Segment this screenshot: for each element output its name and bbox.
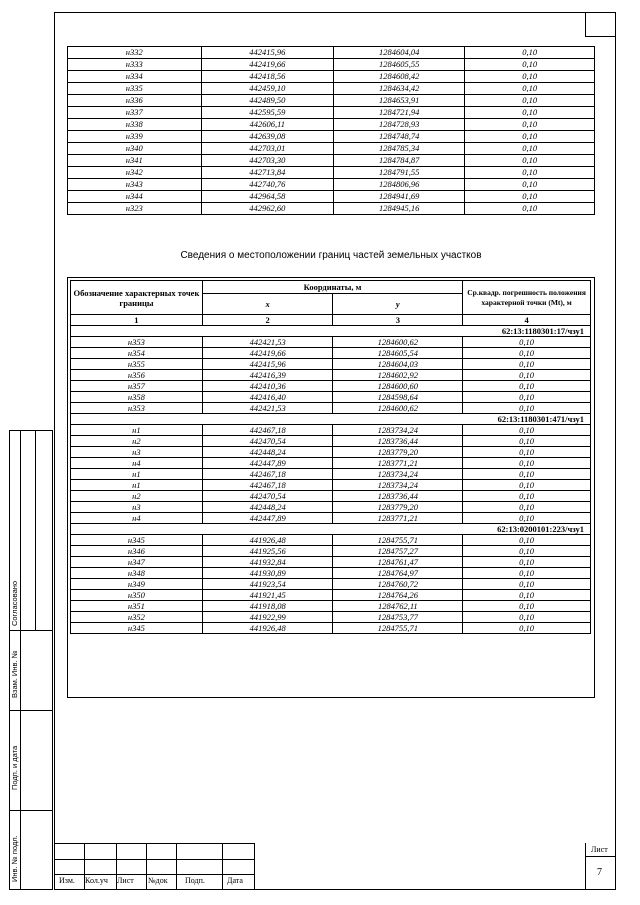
x-coord: 442740,76 (201, 179, 334, 191)
error-value: 0,10 (463, 513, 591, 524)
x-coord: 442410,36 (202, 381, 333, 392)
x-coord: 442415,96 (202, 359, 333, 370)
table-row (68, 107, 595, 119)
table-row (68, 131, 595, 143)
table-row (71, 568, 591, 579)
x-coord: 442421,53 (202, 403, 333, 414)
table-row (71, 612, 591, 623)
error-value: 0,10 (463, 480, 591, 491)
point-name: н4 (71, 458, 203, 469)
table-row (71, 601, 591, 612)
error-value: 0,10 (465, 83, 595, 95)
point-name: н340 (68, 143, 202, 155)
header-designation: Обозначение характерных точек границы (71, 281, 203, 315)
y-coord: 1283734,24 (333, 480, 463, 491)
x-coord: 441926,48 (202, 623, 333, 634)
parts-coordinates-table (70, 280, 591, 634)
table-row (71, 491, 591, 502)
column-number: 1 (71, 315, 203, 326)
y-coord: 1284728,93 (334, 119, 465, 131)
y-coord: 1284764,97 (333, 568, 463, 579)
y-coord: 1284634,42 (334, 83, 465, 95)
point-name: н353 (71, 337, 203, 348)
top-coordinates-table (67, 46, 595, 215)
x-coord: 441930,89 (202, 568, 333, 579)
section-heading: Сведения о местоположении границ частей земельных участков (180, 250, 482, 261)
table-row (71, 623, 591, 634)
error-value: 0,10 (463, 491, 591, 502)
error-value: 0,10 (463, 392, 591, 403)
y-coord: 1284762,11 (333, 601, 463, 612)
error-value: 0,10 (465, 155, 595, 167)
table-row (71, 403, 591, 414)
x-coord: 442418,56 (201, 71, 334, 83)
table-row (68, 59, 595, 71)
point-name: н334 (68, 71, 202, 83)
x-coord: 442467,18 (202, 480, 333, 491)
corner-box (585, 12, 616, 37)
x-coord: 442470,54 (202, 436, 333, 447)
error-value: 0,10 (465, 119, 595, 131)
x-coord: 442467,18 (202, 469, 333, 480)
point-name: н348 (71, 568, 203, 579)
point-name: н335 (68, 83, 202, 95)
tb-n-dok: №док (148, 876, 168, 885)
x-coord: 442703,01 (201, 143, 334, 155)
table-row (68, 83, 595, 95)
error-value: 0,10 (463, 359, 591, 370)
x-coord: 442421,53 (202, 337, 333, 348)
error-value: 0,10 (463, 370, 591, 381)
section-row (71, 326, 591, 337)
table-row (71, 370, 591, 381)
error-value: 0,10 (463, 348, 591, 359)
table-row (71, 469, 591, 480)
point-name: н3 (71, 502, 203, 513)
y-coord: 1284608,42 (334, 71, 465, 83)
y-coord: 1284600,62 (333, 403, 463, 414)
error-value: 0,10 (465, 47, 595, 59)
table-row (71, 557, 591, 568)
point-name: н349 (71, 579, 203, 590)
x-coord: 442595,59 (201, 107, 334, 119)
y-coord: 1284748,74 (334, 131, 465, 143)
error-value: 0,10 (463, 425, 591, 436)
table-row (71, 579, 591, 590)
point-name: н358 (71, 392, 203, 403)
header-coords: Координаты, м (202, 281, 462, 294)
header-error: Ср.квадр. погрешность положения характерной точки (Mt), м (463, 281, 591, 315)
x-coord: 442459,10 (201, 83, 334, 95)
y-coord: 1283734,24 (333, 425, 463, 436)
point-name: н2 (71, 491, 203, 502)
point-name: н357 (71, 381, 203, 392)
column-number: 3 (333, 315, 463, 326)
table-row (71, 359, 591, 370)
table-row (71, 513, 591, 524)
section-label: 62:13:0200101:223/чзу1 (71, 524, 591, 535)
table-row (68, 155, 595, 167)
point-name: н323 (68, 203, 202, 215)
error-value: 0,10 (463, 469, 591, 480)
x-coord: 442470,54 (202, 491, 333, 502)
x-coord: 441925,56 (202, 546, 333, 557)
error-value: 0,10 (463, 568, 591, 579)
section-row (71, 524, 591, 535)
table-row (68, 191, 595, 203)
table-row (68, 47, 595, 59)
error-value: 0,10 (463, 436, 591, 447)
table-row (71, 480, 591, 491)
section-row (71, 414, 591, 425)
table-row (71, 447, 591, 458)
tb-data: Дата (227, 876, 243, 885)
point-name: н354 (71, 348, 203, 359)
tb-kol-uch: Кол.уч (85, 876, 108, 885)
y-coord: 1284600,62 (333, 337, 463, 348)
table-row (68, 71, 595, 83)
tb-list: Лист (117, 876, 134, 885)
x-coord: 442447,89 (202, 513, 333, 524)
x-coord: 442964,58 (201, 191, 334, 203)
error-value: 0,10 (463, 447, 591, 458)
error-value: 0,10 (465, 191, 595, 203)
error-value: 0,10 (465, 59, 595, 71)
table-row (71, 381, 591, 392)
error-value: 0,10 (463, 590, 591, 601)
error-value: 0,10 (465, 167, 595, 179)
x-coord: 441918,08 (202, 601, 333, 612)
tb-izm: Изм. (59, 876, 75, 885)
x-coord: 442962,60 (201, 203, 334, 215)
error-value: 0,10 (465, 95, 595, 107)
column-number: 4 (463, 315, 591, 326)
point-name: н339 (68, 131, 202, 143)
table-row (71, 502, 591, 513)
x-coord: 441932,84 (202, 557, 333, 568)
point-name: н351 (71, 601, 203, 612)
title-block (54, 843, 616, 890)
point-name: н1 (71, 480, 203, 491)
point-name: н347 (71, 557, 203, 568)
point-name: н2 (71, 436, 203, 447)
error-value: 0,10 (463, 502, 591, 513)
table-row (71, 436, 591, 447)
x-coord: 442416,40 (202, 392, 333, 403)
y-coord: 1284598,64 (333, 392, 463, 403)
point-name: н341 (68, 155, 202, 167)
error-value: 0,10 (465, 71, 595, 83)
point-name: н1 (71, 425, 203, 436)
error-value: 0,10 (463, 403, 591, 414)
point-name: н343 (68, 179, 202, 191)
y-coord: 1284721,94 (334, 107, 465, 119)
column-number: 2 (202, 315, 333, 326)
y-coord: 1284753,77 (333, 612, 463, 623)
table-row (68, 167, 595, 179)
y-coord: 1284791,55 (334, 167, 465, 179)
x-coord: 442703,30 (201, 155, 334, 167)
y-coord: 1283771,21 (333, 513, 463, 524)
point-name: н356 (71, 370, 203, 381)
error-value: 0,10 (465, 107, 595, 119)
point-name: н338 (68, 119, 202, 131)
error-value: 0,10 (463, 557, 591, 568)
header-x: x (202, 294, 333, 315)
y-coord: 1284602,92 (333, 370, 463, 381)
table-row (71, 590, 591, 601)
y-coord: 1284653,91 (334, 95, 465, 107)
table-row (68, 179, 595, 191)
point-name: н344 (68, 191, 202, 203)
y-coord: 1284757,27 (333, 546, 463, 557)
parts-table-frame (67, 277, 595, 698)
error-value: 0,10 (465, 203, 595, 215)
table-row (71, 425, 591, 436)
header-y: y (333, 294, 463, 315)
point-name: н350 (71, 590, 203, 601)
table-row (68, 95, 595, 107)
error-value: 0,10 (465, 143, 595, 155)
error-value: 0,10 (463, 337, 591, 348)
y-coord: 1283779,20 (333, 502, 463, 513)
stamp-inv-vzam: Взам. Инв. № (10, 650, 19, 698)
x-coord: 442419,66 (201, 59, 334, 71)
y-coord: 1283736,44 (333, 491, 463, 502)
point-name: н353 (71, 403, 203, 414)
y-coord: 1284761,47 (333, 557, 463, 568)
column-number-row (71, 315, 591, 326)
point-name: н337 (68, 107, 202, 119)
x-coord: 441921,45 (202, 590, 333, 601)
x-coord: 442415,96 (201, 47, 334, 59)
x-coord: 441926,48 (202, 535, 333, 546)
margin-stamp (9, 430, 53, 890)
table-row (68, 143, 595, 155)
y-coord: 1284604,04 (334, 47, 465, 59)
y-coord: 1284806,96 (334, 179, 465, 191)
error-value: 0,10 (463, 381, 591, 392)
section-label: 62:13:1180301:471/чзу1 (71, 414, 591, 425)
y-coord: 1284605,54 (333, 348, 463, 359)
x-coord: 442467,18 (202, 425, 333, 436)
point-name: н1 (71, 469, 203, 480)
x-coord: 442639,08 (201, 131, 334, 143)
point-name: н342 (68, 167, 202, 179)
tb-sheet-label: Лист (591, 845, 608, 854)
y-coord: 1284784,87 (334, 155, 465, 167)
point-name: н336 (68, 95, 202, 107)
error-value: 0,10 (463, 458, 591, 469)
y-coord: 1283771,21 (333, 458, 463, 469)
error-value: 0,10 (465, 179, 595, 191)
point-name: н4 (71, 513, 203, 524)
y-coord: 1284755,71 (333, 535, 463, 546)
section-label: 62:13:1180301:17/чзу1 (71, 326, 591, 337)
point-name: н345 (71, 623, 203, 634)
point-name: н333 (68, 59, 202, 71)
table-row (68, 119, 595, 131)
error-value: 0,10 (465, 131, 595, 143)
x-coord: 442447,89 (202, 458, 333, 469)
x-coord: 442489,50 (201, 95, 334, 107)
error-value: 0,10 (463, 579, 591, 590)
y-coord: 1283736,44 (333, 436, 463, 447)
y-coord: 1284605,55 (334, 59, 465, 71)
table-row (68, 203, 595, 215)
x-coord: 442713,84 (201, 167, 334, 179)
y-coord: 1283734,24 (333, 469, 463, 480)
tb-sheet-number: 7 (597, 867, 602, 878)
point-name: н332 (68, 47, 202, 59)
point-name: н345 (71, 535, 203, 546)
tb-podp: Подп. (185, 876, 205, 885)
stamp-inv-podl: Инв. № подл. (10, 835, 19, 882)
y-coord: 1284755,71 (333, 623, 463, 634)
table-row (71, 392, 591, 403)
table-row (71, 337, 591, 348)
error-value: 0,10 (463, 601, 591, 612)
table-row (71, 348, 591, 359)
point-name: н352 (71, 612, 203, 623)
table-row (71, 546, 591, 557)
error-value: 0,10 (463, 612, 591, 623)
x-coord: 442448,24 (202, 502, 333, 513)
error-value: 0,10 (463, 535, 591, 546)
y-coord: 1283779,20 (333, 447, 463, 458)
table-row (71, 535, 591, 546)
y-coord: 1284945,16 (334, 203, 465, 215)
x-coord: 442419,66 (202, 348, 333, 359)
y-coord: 1284760,72 (333, 579, 463, 590)
error-value: 0,10 (463, 623, 591, 634)
x-coord: 442606,11 (201, 119, 334, 131)
point-name: н355 (71, 359, 203, 370)
y-coord: 1284600,60 (333, 381, 463, 392)
stamp-sign-date: Подп. и дата (10, 745, 19, 790)
y-coord: 1284785,34 (334, 143, 465, 155)
error-value: 0,10 (463, 546, 591, 557)
x-coord: 441922,99 (202, 612, 333, 623)
stamp-agreed: Согласовано (10, 580, 19, 626)
y-coord: 1284764,26 (333, 590, 463, 601)
point-name: н346 (71, 546, 203, 557)
x-coord: 442416,39 (202, 370, 333, 381)
y-coord: 1284941,69 (334, 191, 465, 203)
y-coord: 1284604,03 (333, 359, 463, 370)
x-coord: 441923,54 (202, 579, 333, 590)
x-coord: 442448,24 (202, 447, 333, 458)
point-name: н3 (71, 447, 203, 458)
table-row (71, 458, 591, 469)
